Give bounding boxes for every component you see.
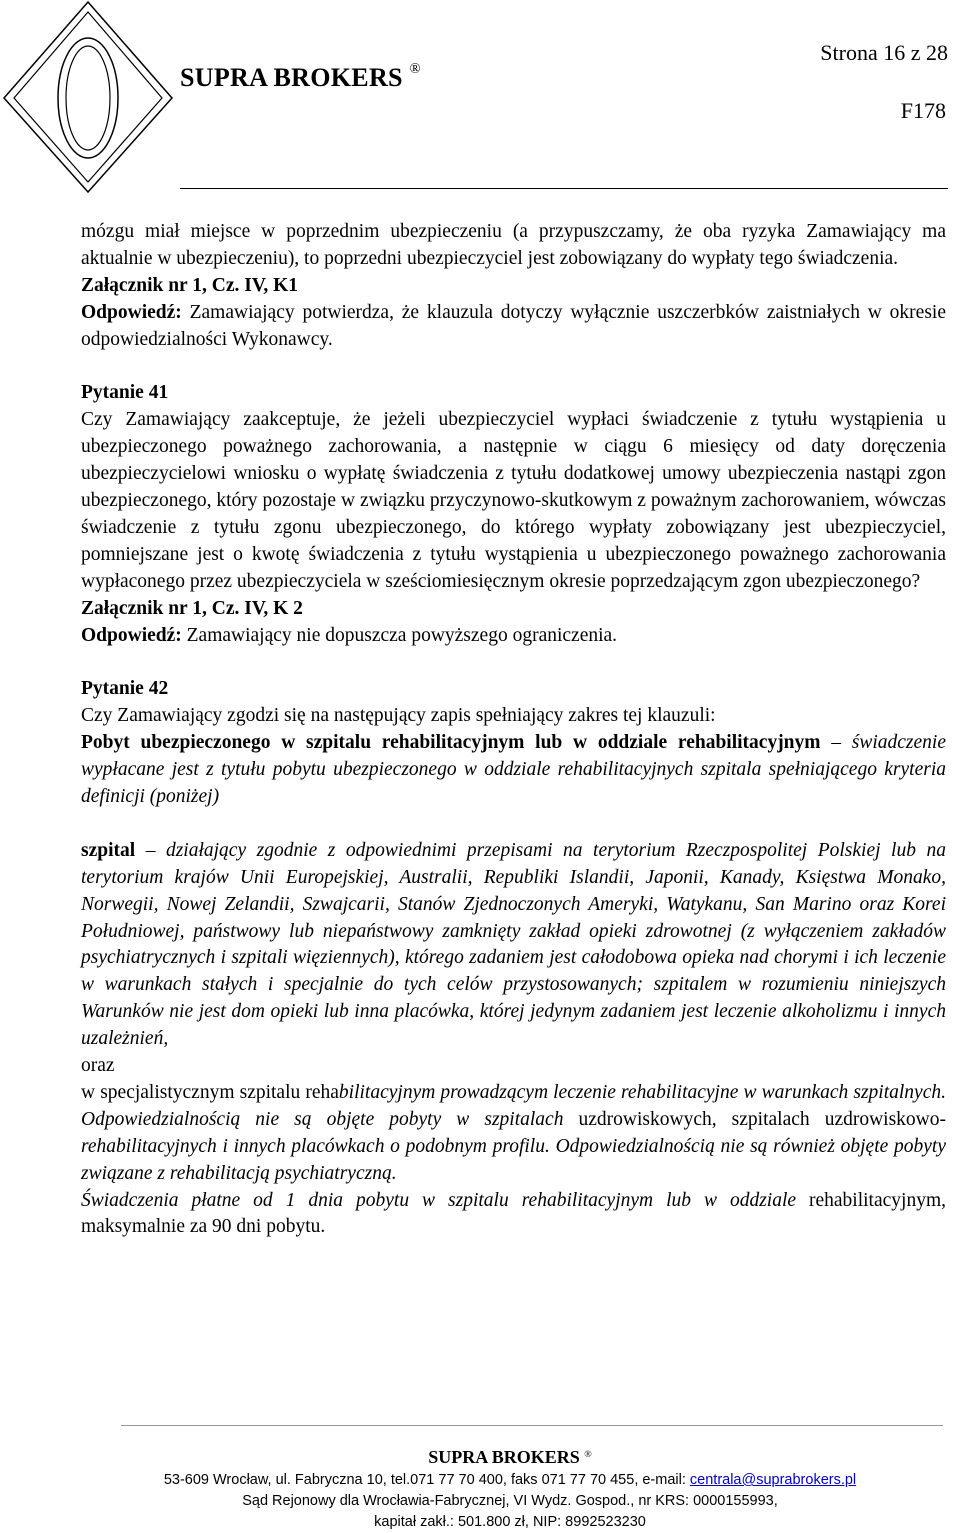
reference-k1: Załącznik nr 1, Cz. IV, K1 — [81, 274, 299, 296]
intro-paragraph: mózgu miał miejsce w poprzednim ubezpieczeniu (a przypuszczamy, że oba ryzyka Zamawiający ma aktualnie w ubezpieczeniu), to poprzedni ubezpieczyciel jest zobowiązany do wypłaty tego świadczenia. — [81, 221, 946, 269]
document-body — [81, 219, 946, 1241]
benefit-text: Świadczenia płatne od 1 dnia pobytu w szpitalu rehabilitacyjnym lub w oddziale rehabilitacyjnym, maksymalnie za 90 dni pobytu. — [81, 1189, 946, 1238]
question-42-title: Pytanie 42 — [81, 678, 169, 700]
reference-k2: Załącznik nr 1, Cz. IV, K 2 — [81, 597, 303, 619]
oraz-text: oraz — [81, 1055, 115, 1077]
question-41-text: Czy Zamawiający zaakceptuje, że jeżeli ubezpieczyciel wypłaci świadczenie z tytułu wystąpienia u ubezpieczonego poważnego zachorowania, a następnie w ciągu 6 miesięcy od daty doręczenia ubezpieczycielowi wniosku o wypłatę świadczenia z tytułu dodatkowej umowy ubezpieczenia nastąpi zgon ubezpieczonego, który pozostaje w związku przyczynowo-skutkowym z poważnym zachorowaniem, wówczas świadczenie z tytułu zgonu ubezpieczonego, do którego wypłaty zobowiązany jest ubezpieczyciel, pomniejszane jest o kwotę świadczenia z tytułu wystąpienia u ubezpieczonego poważnego zachorowania wypłaconego przez ubezpieczyciela w sześciomiesięcznym okresie poprzedzającym zgon ubezpieczonego? — [81, 409, 946, 592]
hospital-definition: szpital – działający zgodnie z odpowiednimi przepisami na terytorium Rzeczpospolitej Polskiej lub na terytorium krajów Unii Europejskiej, Australii, Republiki Islandii, Japonii, Kanady, Księstwa Monako, Norwegii, Nowej Zelandii, Szwajcarii, Stanów Zjednoczonych Ameryki, Watykanu, San Marino oraz Korei Południowej, państwowy lub niepaństwowy zamknięty zakład opieki zdrowotnej (z wyłączeniem zakładów psychiatrycznych i szpitali więziennych), którego zadaniem jest całodobowa opieka nad chorymi i ich leczenie w warunkach stałych i specjalnie do tych celów przystosowanych; szpitalem w rozumieniu niniejszych Warunków nie jest dom opieki lub inna placówka, której jedynym zadaniem jest leczenie alkoholizmu i innych uzależnień, — [81, 839, 946, 1050]
footer-brand: SUPRA BROKERS ® — [428, 1447, 592, 1467]
footer-address: 53-609 Wrocław, ul. Fabryczna 10, tel.071 77 70 400, faks 071 77 70 455, e-mail: centrala@suprabrokers.pl — [163, 1472, 857, 1488]
footer-divider — [121, 1425, 943, 1426]
footer-capital: kapitał zakł.: 501.800 zł, NIP: 8992523230 — [374, 1514, 646, 1530]
rehab-hospital-text: w specjalistycznym szpitalu rehabilitacyjnym prowadzącym leczenie rehabilitacyjne w warunkach szpitalnych. Odpowiedzialnością nie są objęte pobyty w szpitalach uzdrowiskowych, szpitalach uzdrowiskowo-rehabilitacyjnych i innych placówkach o podobnym profilu. Odpowiedzialnością nie są również objęte pobyty związane z rehabilitacją psychiatryczną. — [81, 1081, 947, 1184]
question-42-clause: Pobyt ubezpieczonego w szpitalu rehabilitacyjnym lub w oddziale rehabilitacyjnym – świadczenie wypłacane jest z tytułu pobytu ubezpieczonego w oddziale rehabilitacyjnych szpitala spełniającego kryteria definicji (poniżej) — [81, 732, 946, 807]
page-number: Strona 16 z 28 — [820, 40, 948, 65]
document-code: F178 — [900, 98, 946, 123]
question-42-text: Czy Zamawiający zgodzi się na następujący zapis spełniający zakres tej klauzuli: — [81, 705, 716, 727]
footer — [0, 1444, 960, 1533]
footer-email-link[interactable]: centrala@suprabrokers.pl — [689, 1472, 857, 1488]
footer-court: Sąd Rejonowy dla Wrocławia-Fabrycznej, VI Wydz. Gospod., nr KRS: 0000155993, — [242, 1493, 778, 1509]
company-logo — [0, 0, 175, 195]
answer-k2: Odpowiedź: Zamawiający nie dopuszcza powyższego ograniczenia. — [81, 624, 618, 646]
question-41-title: Pytanie 41 — [81, 382, 169, 404]
brand-name: SUPRA BROKERS ® — [180, 61, 421, 92]
header-divider — [180, 188, 948, 189]
answer-k1: Odpowiedź: Zamawiający potwierdza, że klauzula dotyczy wyłącznie uszczerbków zaistniałych w okresie odpowiedzialności Wykonawcy. — [81, 301, 946, 350]
